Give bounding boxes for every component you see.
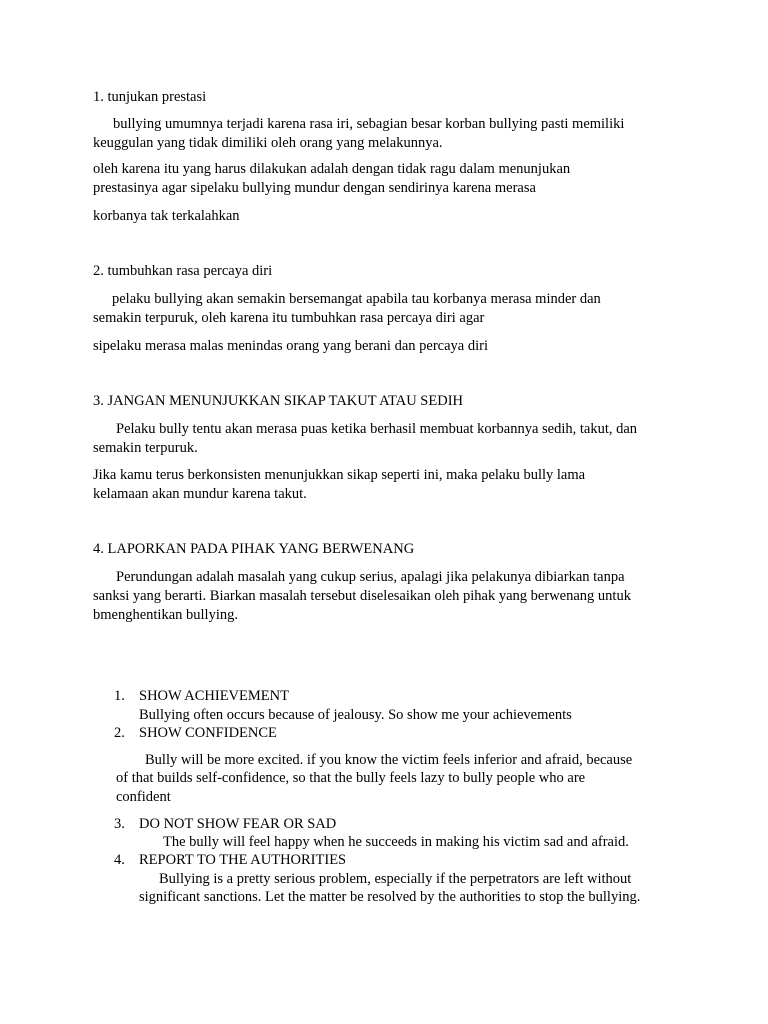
list-item-title: SHOW ACHIEVEMENT: [139, 688, 289, 704]
section-4-line: Perundungan adalah masalah yang cukup serius, apalagi jika pelakunya dibiarkan tanpa: [116, 569, 625, 585]
section-2-line: sipelaku merasa malas menindas orang yang berani dan percaya diri: [93, 338, 488, 354]
section-3-line: Pelaku bully tentu akan merasa puas ketika berhasil membuat korbannya sedih, takut, dan: [116, 421, 638, 437]
section-3-line: semakin terpuruk.: [93, 440, 198, 456]
list-item-number: 1.: [114, 688, 125, 704]
list-item-title: REPORT TO THE AUTHORITIES: [139, 852, 347, 868]
section-1-line: prestasinya agar sipelaku bullying mundur dengan sendirinya karena merasa: [93, 180, 536, 196]
section-2-line: pelaku bullying akan semakin bersemangat apabila tau korbanya merasa minder dan: [112, 291, 601, 307]
section-1-line: oleh karena itu yang harus dilakukan adalah dengan tidak ragu dalam menunjukan: [93, 161, 571, 177]
list-item-line: The bully will feel happy when he succeeds in making his victim sad and afraid.: [163, 834, 629, 850]
list-item-number: 2.: [114, 725, 125, 741]
list-item-title: DO NOT SHOW FEAR OR SAD: [139, 816, 337, 832]
list-item-number: 3.: [114, 816, 125, 832]
list-item-line: of that builds self-confidence, so that the bully feels lazy to bully people who are: [116, 770, 586, 786]
list-item-line: Bullying is a pretty serious problem, especially if the perpetrators are left without: [159, 871, 632, 887]
section-3-line: kelamaan akan mundur karena takut.: [93, 486, 307, 502]
section-4-heading: 4. LAPORKAN PADA PIHAK YANG BERWENANG: [93, 541, 415, 557]
list-item-line: confident: [116, 789, 171, 805]
section-1-line: korbanya tak terkalahkan: [93, 208, 240, 224]
section-2-heading: 2. tumbuhkan rasa percaya diri: [93, 263, 273, 279]
section-4-line: sanksi yang berarti. Biarkan masalah tersebut diselesaikan oleh pihak yang berwenang untuk: [93, 588, 631, 604]
list-item-number: 4.: [114, 852, 125, 868]
section-3-line: Jika kamu terus berkonsisten menunjukkan sikap seperti ini, maka pelaku bully lama: [93, 467, 586, 483]
section-1-heading: 1. tunjukan prestasi: [93, 89, 207, 105]
list-item-line: significant sanctions. Let the matter be resolved by the authorities to stop the bullying.: [139, 889, 641, 905]
section-1-line: bullying umumnya terjadi karena rasa iri, sebagian besar korban bullying pasti memiliki: [113, 116, 625, 132]
section-4-line: bmenghentikan bullying.: [93, 607, 238, 623]
list-item-line: Bullying often occurs because of jealousy. So show me your achievements: [139, 707, 572, 723]
section-2-line: semakin terpuruk, oleh karena itu tumbuhkan rasa percaya diri agar: [93, 310, 485, 326]
section-3-heading: 3. JANGAN MENUNJUKKAN SIKAP TAKUT ATAU SEDIH: [93, 393, 463, 409]
list-item-title: SHOW CONFIDENCE: [139, 725, 277, 741]
section-1-line: keuggulan yang tidak dimiliki oleh orang yang melakunnya.: [93, 135, 443, 151]
list-item-line: Bully will be more excited. if you know the victim feels inferior and afraid, because: [145, 752, 633, 768]
